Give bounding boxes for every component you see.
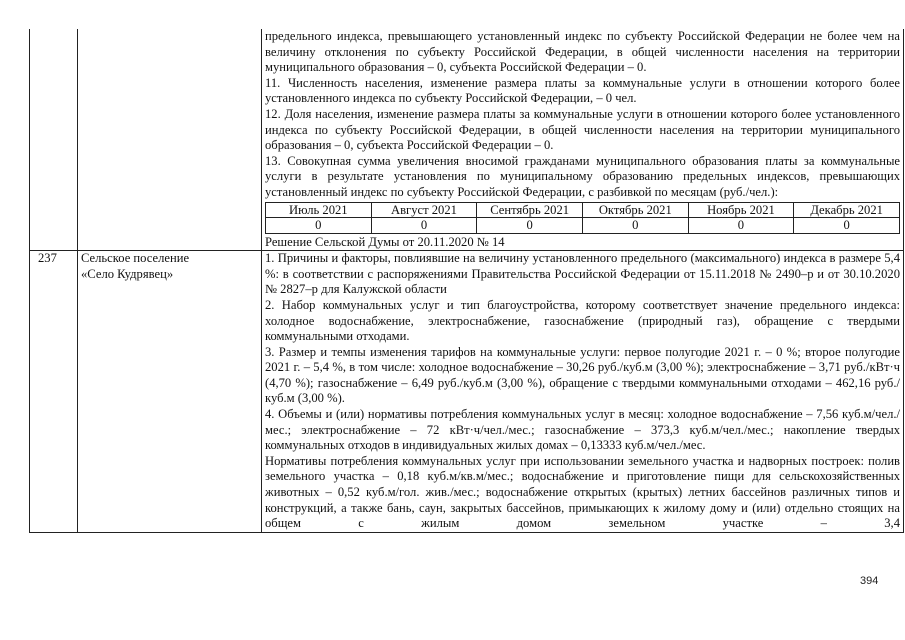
months-header-row	[266, 202, 900, 218]
municipality-name-line: Сельское поселение	[81, 251, 190, 266]
month-header: Август 2021	[371, 202, 477, 218]
month-value: 0	[582, 218, 688, 234]
table-row	[30, 251, 904, 533]
municipality-name-cell	[78, 29, 262, 251]
paragraph: Нормативы потребления коммунальных услуг при использовании земельного участка и надворных построек: полив земельного участка – 0,18 куб.м/кв.м/мес.; водоснабжение и приготовление пищи для сельскохозяйственных животных – 0,52 куб.м/гол. жив./мес.; водоснабжение открытых (крытых) летних бассейнов различных типов и конструкций, а также бань, саун, закрытых бассейнов, примыкающих к жилому дому и (или) отдельно стоящих на общем с жилым домом земельном участке – 3,4	[265, 453, 900, 531]
paragraph: 1. Причины и факторы, повлиявшие на величину установленного предельного (максимального) индекса в размере 5,4 %: в соответствии с распоряжениями Правительства Российской Федерации от 15.11.2018 № 2490–р и от 30.10.2020 № 2827–р для Калужской области	[265, 251, 900, 297]
page-number: 394	[860, 575, 879, 587]
month-header: Ноябрь 2021	[688, 202, 794, 218]
month-value: 0	[266, 218, 372, 234]
month-value: 0	[371, 218, 477, 234]
paragraph: 13. Совокупная сумма увеличения вносимой гражданами муниципального образования платы за коммунальные услуги в результате установления по муниципальному образованию предельных индексов, превышающих установленный индекс по субъекту Российской Федерации, с разбивкой по месяцам (руб./чел.):	[265, 153, 900, 199]
content-cell	[262, 251, 904, 533]
month-value: 0	[688, 218, 794, 234]
month-header: Октябрь 2021	[582, 202, 688, 218]
month-value: 0	[794, 218, 900, 234]
content-cell	[262, 29, 904, 251]
table-row	[30, 29, 904, 251]
paragraph: 12. Доля населения, изменение размера платы за коммунальные услуги в отношении которого более установленного индекса по субъекту Российской Федерации, в общей численности населения на территории муниципального образования – 0, субъекта Российской Федерации – 0.	[265, 106, 900, 153]
month-header: Июль 2021	[266, 202, 372, 218]
municipality-name-cell	[78, 251, 262, 533]
months-values-row	[266, 218, 900, 234]
document-table	[29, 29, 904, 533]
municipality-name-line: «Село Кудрявец»	[81, 266, 174, 281]
monthly-sum-table	[265, 202, 900, 234]
paragraph: 3. Размер и темпы изменения тарифов на коммунальные услуги: первое полугодие 2021 г. – 0 %; второе полугодие 2021 г. – 5,4 %, в том числе: холодное водоснабжение – 30,26 руб./куб.м (3,00 %); электроснабжение – 3,71 руб./кВт·ч (4,70 %); газоснабжение – 6,49 руб./куб.м (3,00 %), обращение с твердыми коммунальными отходами – 462,16 руб./куб.м (3,00 %).	[265, 344, 900, 406]
row-number-cell: 237	[30, 251, 78, 533]
row-number-cell	[30, 29, 78, 251]
month-header: Декабрь 2021	[794, 202, 900, 218]
paragraph: 2. Набор коммунальных услуг и тип благоустройства, которому соответствует значение предельного индекса: холодное водоснабжение, электроснабжение, газоснабжение (природный газ), обращение с твердыми коммунальными отходами.	[265, 297, 900, 344]
month-header: Сентябрь 2021	[477, 202, 583, 218]
paragraph: 4. Объемы и (или) нормативы потребления коммунальных услуг в месяц: холодное водоснабжение – 7,56 куб.м/чел./мес.; электроснабжение – 72 кВт·ч/чел./мес.; газоснабжение – 373,3 куб.м/чел./мес.; накопление твердых коммунальных отходов в индивидуальных жилых домах – 0,13333 куб.м/чел./мес.	[265, 407, 900, 453]
month-value: 0	[477, 218, 583, 234]
paragraph: предельного индекса, превышающего установленный индекс по субъекту Российской Федерации не более чем на величину отклонения по субъекту Российской Федерации, в общей численности населения на территории муниципального образования – 0, субъекта Российской Федерации – 0.	[265, 29, 900, 75]
paragraph: 11. Численность населения, изменение размера платы за коммунальные услуги в отношении которого более установленного индекса по субъекту Российской Федерации, – 0 чел.	[265, 75, 900, 106]
decision-text: Решение Сельской Думы от 20.11.2020 № 14	[265, 234, 505, 249]
